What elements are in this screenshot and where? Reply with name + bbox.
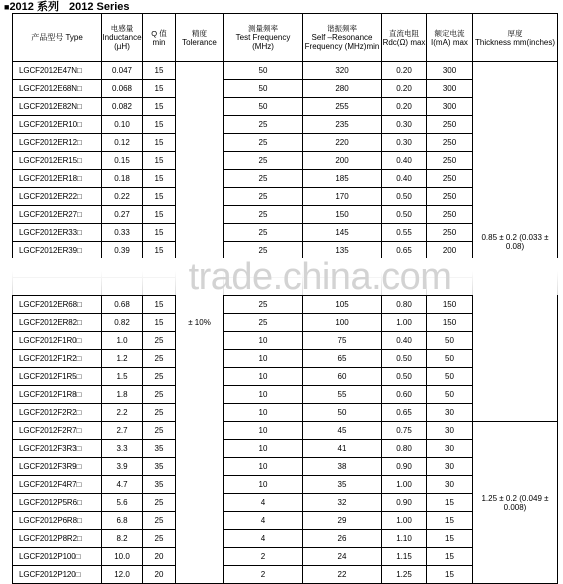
cell-type: LGCF2012F1R5□ — [13, 368, 102, 386]
cell-q: 15 — [143, 116, 176, 134]
cell-type: LGCF2012F1R2□ — [13, 350, 102, 368]
cell-current: 15 — [427, 512, 473, 530]
cell-current: 50 — [427, 368, 473, 386]
header-q: Q 值 min — [143, 14, 176, 62]
cell-rdc: 0.50 — [382, 206, 427, 224]
cell-srf: 38 — [303, 458, 382, 476]
cell-srf: 24 — [303, 548, 382, 566]
cell-inductance: 8.2 — [102, 530, 143, 548]
cell-srf: 65 — [303, 350, 382, 368]
cell-current: 250 — [427, 206, 473, 224]
cell-type: LGCF2012P100□ — [13, 548, 102, 566]
cell-rdc: 0.65 — [382, 404, 427, 422]
cell-type: LGCF2012ER82□ — [13, 314, 102, 332]
cell-q: 25 — [143, 404, 176, 422]
cell-rdc: 1.00 — [382, 314, 427, 332]
cell-type: LGCF2012ER12□ — [13, 134, 102, 152]
cell-current: 30 — [427, 404, 473, 422]
cell-type: LGCF2012ER15□ — [13, 152, 102, 170]
cell-inductance: 0.27 — [102, 206, 143, 224]
cell-type: LGCF2012F2R2□ — [13, 404, 102, 422]
cell-current: 15 — [427, 494, 473, 512]
cell-current: 250 — [427, 116, 473, 134]
cell-test-frequency: 25 — [224, 314, 303, 332]
cell-type: LGCF2012P120□ — [13, 566, 102, 584]
cell-rdc: 0.55 — [382, 224, 427, 242]
title-cn: 2012 系列 — [9, 1, 59, 13]
cell-type: LGCF2012F2R7□ — [13, 422, 102, 440]
cell-q: 15 — [143, 80, 176, 98]
cell-type: LGCF2012F1R0□ — [13, 332, 102, 350]
cell-q: 15 — [143, 62, 176, 80]
cell-q: 25 — [143, 332, 176, 350]
cell-type: LGCF2012P8R2□ — [13, 530, 102, 548]
cell-srf: 100 — [303, 314, 382, 332]
cell-inductance: 1.2 — [102, 350, 143, 368]
cell-rdc: 0.65 — [382, 242, 427, 260]
cell-inductance: 12.0 — [102, 566, 143, 584]
cell-test-frequency: 10 — [224, 404, 303, 422]
cell-srf: 170 — [303, 188, 382, 206]
cell-type: LGCF2012ER27□ — [13, 206, 102, 224]
cell-thickness: 0.85 ± 0.2 (0.033 ± 0.08) — [473, 62, 558, 422]
cell-test-frequency: 2 — [224, 566, 303, 584]
cell-q: 35 — [143, 476, 176, 494]
cell-type: LGCF2012E47N□ — [13, 62, 102, 80]
header-test-frequency: 测量频率 Test Frequency (MHz) — [224, 14, 303, 62]
page-title — [4, 0, 130, 14]
cell-inductance: 0.82 — [102, 314, 143, 332]
cell-rdc: 1.00 — [382, 512, 427, 530]
cell-current: 30 — [427, 476, 473, 494]
cell-q: 25 — [143, 530, 176, 548]
cell-inductance: 0.068 — [102, 80, 143, 98]
cell-current: 50 — [427, 332, 473, 350]
header-type: 产品型号 Type — [13, 14, 102, 62]
cell-rdc: 0.20 — [382, 98, 427, 116]
cell-q: 15 — [143, 170, 176, 188]
cell-rdc: 0.50 — [382, 188, 427, 206]
cell-inductance: 0.082 — [102, 98, 143, 116]
header-rdc: 直流电阻 Rdc(Ω) max — [382, 14, 427, 62]
cell-rdc: 0.75 — [382, 422, 427, 440]
cell-current: 250 — [427, 152, 473, 170]
cell-current: 15 — [427, 548, 473, 566]
cell-rdc: 1.25 — [382, 566, 427, 584]
cell-test-frequency: 10 — [224, 458, 303, 476]
cell-inductance: 2.2 — [102, 404, 143, 422]
watermark-text: trade.china.com — [188, 256, 452, 298]
cell-srf: 32 — [303, 494, 382, 512]
cell-current: 15 — [427, 530, 473, 548]
cell-type: LGCF2012P6R8□ — [13, 512, 102, 530]
cell-rdc: 0.50 — [382, 368, 427, 386]
cell-srf: 145 — [303, 224, 382, 242]
cell-q: 25 — [143, 350, 176, 368]
header-row — [13, 14, 558, 62]
cell-test-frequency: 25 — [224, 188, 303, 206]
cell-inductance: 1.5 — [102, 368, 143, 386]
cell-srf: 105 — [303, 296, 382, 314]
cell-srf: 45 — [303, 422, 382, 440]
table-row — [13, 62, 558, 80]
cell-current: 300 — [427, 80, 473, 98]
cell-type: LGCF2012ER68□ — [13, 296, 102, 314]
cell-inductance: 0.18 — [102, 170, 143, 188]
cell-inductance: 0.33 — [102, 224, 143, 242]
cell-test-frequency: 4 — [224, 494, 303, 512]
cell-test-frequency: 25 — [224, 242, 303, 260]
cell-test-frequency: 2 — [224, 548, 303, 566]
cell-test-frequency: 10 — [224, 476, 303, 494]
cell-srf: 150 — [303, 206, 382, 224]
cell-rdc: 0.20 — [382, 80, 427, 98]
cell-srf: 280 — [303, 80, 382, 98]
cell-type: LGCF2012E68N□ — [13, 80, 102, 98]
cell-rdc: 0.80 — [382, 440, 427, 458]
cell-srf: 135 — [303, 242, 382, 260]
cell-test-frequency: 4 — [224, 512, 303, 530]
cell-test-frequency: 25 — [224, 206, 303, 224]
cell-inductance: 0.39 — [102, 242, 143, 260]
cell-q: 15 — [143, 206, 176, 224]
cell-inductance: 1.8 — [102, 386, 143, 404]
cell-inductance: 4.7 — [102, 476, 143, 494]
cell-type: LGCF2012ER39□ — [13, 242, 102, 260]
cell-srf: 26 — [303, 530, 382, 548]
cell-test-frequency: 50 — [224, 98, 303, 116]
header-current: 额定电流 I(mA) max — [427, 14, 473, 62]
table-body — [13, 62, 558, 584]
cell-test-frequency: 25 — [224, 296, 303, 314]
cell-current: 250 — [427, 170, 473, 188]
header-thickness: 厚度 Thickness mm(inches) — [473, 14, 558, 62]
cell-rdc: 0.40 — [382, 332, 427, 350]
cell-type: LGCF2012ER10□ — [13, 116, 102, 134]
cell-test-frequency: 10 — [224, 386, 303, 404]
spec-table — [12, 13, 558, 584]
cell-srf: 50 — [303, 404, 382, 422]
cell-srf: 185 — [303, 170, 382, 188]
cell-current: 30 — [427, 422, 473, 440]
cell-srf: 200 — [303, 152, 382, 170]
cell-q: 35 — [143, 440, 176, 458]
cell-q: 25 — [143, 494, 176, 512]
cell-inductance: 1.0 — [102, 332, 143, 350]
header-inductance: 电感量 Inductance (µH) — [102, 14, 143, 62]
cell-test-frequency: 4 — [224, 530, 303, 548]
cell-current: 50 — [427, 350, 473, 368]
cell-srf: 235 — [303, 116, 382, 134]
cell-q: 25 — [143, 512, 176, 530]
cell-test-frequency: 10 — [224, 332, 303, 350]
cell-type: LGCF2012ER33□ — [13, 224, 102, 242]
cell-srf: 22 — [303, 566, 382, 584]
cell-rdc: 0.40 — [382, 152, 427, 170]
cell-current: 250 — [427, 224, 473, 242]
title-en: 2012 Series — [68, 1, 130, 13]
cell-type: LGCF2012F4R7□ — [13, 476, 102, 494]
cell-type: LGCF2012P5R6□ — [13, 494, 102, 512]
cell-test-frequency: 25 — [224, 152, 303, 170]
cell-srf: 255 — [303, 98, 382, 116]
cell-inductance: 3.3 — [102, 440, 143, 458]
cell-q: 15 — [143, 296, 176, 314]
cell-test-frequency: 10 — [224, 350, 303, 368]
cell-test-frequency: 50 — [224, 80, 303, 98]
cell-rdc: 1.10 — [382, 530, 427, 548]
cell-q: 35 — [143, 458, 176, 476]
cell-current: 150 — [427, 314, 473, 332]
cell-current: 250 — [427, 134, 473, 152]
cell-current: 200 — [427, 242, 473, 260]
cell-rdc: 1.15 — [382, 548, 427, 566]
cell-q: 20 — [143, 548, 176, 566]
cell-current: 250 — [427, 188, 473, 206]
cell-test-frequency: 25 — [224, 116, 303, 134]
cell-inductance: 0.15 — [102, 152, 143, 170]
cell-rdc: 0.50 — [382, 350, 427, 368]
cell-current: 15 — [427, 566, 473, 584]
cell-q: 15 — [143, 224, 176, 242]
cell-rdc: 1.00 — [382, 476, 427, 494]
cell-current: 300 — [427, 98, 473, 116]
header-srf: 谐振频率 Self –Resonance Frequency (MHz)min — [303, 14, 382, 62]
cell-inductance: 6.8 — [102, 512, 143, 530]
cell-test-frequency: 10 — [224, 440, 303, 458]
cell-inductance: 0.12 — [102, 134, 143, 152]
cell-srf: 60 — [303, 368, 382, 386]
cell-tolerance: ± 10% — [176, 62, 224, 584]
cell-current: 50 — [427, 386, 473, 404]
cell-test-frequency: 25 — [224, 224, 303, 242]
title-marker: ■ — [4, 2, 10, 12]
cell-inductance: 5.6 — [102, 494, 143, 512]
cell-test-frequency: 50 — [224, 62, 303, 80]
cell-srf: 29 — [303, 512, 382, 530]
cell-current: 30 — [427, 440, 473, 458]
cell-srf: 75 — [303, 332, 382, 350]
cell-q: 25 — [143, 386, 176, 404]
cell-type: LGCF2012E82N□ — [13, 98, 102, 116]
cell-rdc: 0.30 — [382, 116, 427, 134]
cell-inductance: 0.10 — [102, 116, 143, 134]
cell-test-frequency: 25 — [224, 170, 303, 188]
cell-rdc: 0.40 — [382, 170, 427, 188]
cell-q: 15 — [143, 152, 176, 170]
cell-q: 15 — [143, 314, 176, 332]
cell-q: 15 — [143, 98, 176, 116]
cell-srf: 220 — [303, 134, 382, 152]
cell-inductance: 0.68 — [102, 296, 143, 314]
cell-q: 15 — [143, 242, 176, 260]
cell-type: LGCF2012F1R8□ — [13, 386, 102, 404]
cell-inductance: 0.047 — [102, 62, 143, 80]
cell-srf: 35 — [303, 476, 382, 494]
cell-thickness: 1.25 ± 0.2 (0.049 ± 0.008) — [473, 422, 558, 584]
cell-inductance: 0.22 — [102, 188, 143, 206]
cell-srf: 320 — [303, 62, 382, 80]
cell-current: 300 — [427, 62, 473, 80]
cell-srf: 55 — [303, 386, 382, 404]
cell-rdc: 0.90 — [382, 458, 427, 476]
cell-rdc: 0.60 — [382, 386, 427, 404]
cell-q: 25 — [143, 368, 176, 386]
cell-test-frequency: 10 — [224, 368, 303, 386]
cell-rdc: 0.30 — [382, 134, 427, 152]
cell-q: 20 — [143, 566, 176, 584]
cell-type: LGCF2012ER18□ — [13, 170, 102, 188]
cell-type: LGCF2012ER22□ — [13, 188, 102, 206]
cell-inductance: 3.9 — [102, 458, 143, 476]
table-row — [13, 422, 558, 440]
cell-q: 15 — [143, 134, 176, 152]
cell-srf: 41 — [303, 440, 382, 458]
cell-type: LGCF2012F3R3□ — [13, 440, 102, 458]
cell-test-frequency: 25 — [224, 134, 303, 152]
cell-q: 25 — [143, 422, 176, 440]
cell-rdc: 0.90 — [382, 494, 427, 512]
cell-current: 150 — [427, 296, 473, 314]
cell-q: 15 — [143, 188, 176, 206]
cell-rdc: 0.80 — [382, 296, 427, 314]
cell-inductance: 10.0 — [102, 548, 143, 566]
cell-current: 30 — [427, 458, 473, 476]
cell-type: LGCF2012F3R9□ — [13, 458, 102, 476]
header-tolerance: 精度 Tolerance — [176, 14, 224, 62]
cell-rdc: 0.20 — [382, 62, 427, 80]
cell-inductance: 2.7 — [102, 422, 143, 440]
cell-test-frequency: 10 — [224, 422, 303, 440]
